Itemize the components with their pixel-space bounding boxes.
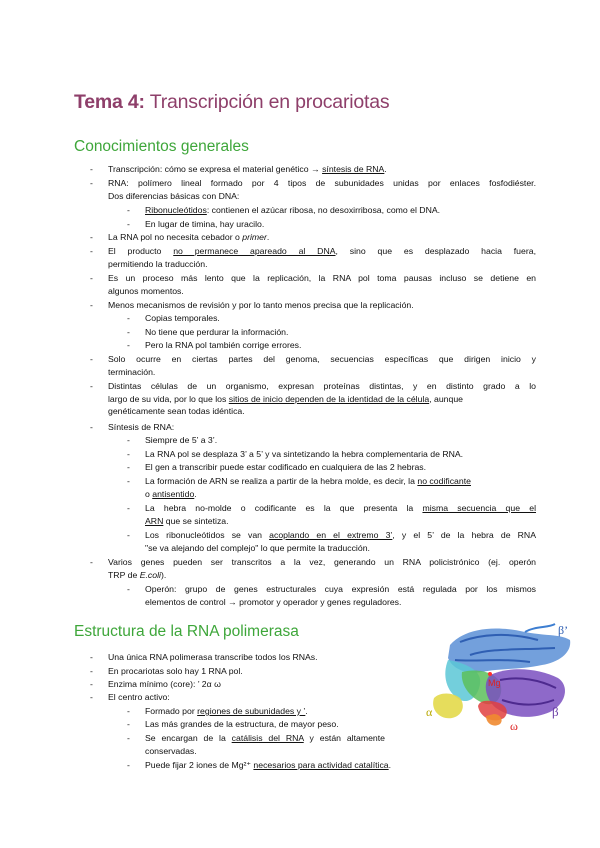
heading-general: Conocimientos generales [74,138,249,155]
mg-ion-marker [488,672,492,676]
label-beta-prime: β’ [558,623,569,637]
label-alpha: α [426,705,433,719]
heading-rna-polimerasa: Estructura de la RNA polimerasa [74,623,299,640]
title-bold: Tema 4: [74,91,145,113]
page-title [74,91,389,114]
label-omega: ω [510,719,518,733]
bullet: - [90,164,93,174]
alpha-subunit [433,694,463,719]
rna-polymerase-structure-image [420,620,580,745]
document-page: Tema 4: Transcripción en procariotas Conocimientos generales - Transcripción: cómo se expresa el material genético → síntesis de RNA. - RNA: polímero lineal formado por 4 tipos de subunidades unidas por enlaces fosfodiéster. Dos diferencias básicas con DNA: - Ribonucleótidos: contienen el azúcar ribosa, no desoxirribosa, como el DNA. - En lugar de timina, hay uracilo. - La RNA pol no necesita cebador o primer. - El producto no permanece apareado al DNA, sino que es desplazado hacia fuera, permitiendo la traducción. - Es un proceso más lento que la replicación, la RNA pol toma pausas incluso se detiene en algunos momentos. - Menos mecanismos de revisión y por lo tanto menos precisa que la replicación. - Copias temporales. - No tiene que perdurar la información. - Pero la RNA pol también corrige errores. - Solo ocurre en ciertas partes del genoma, secuencias específicas que dirigen inicio y terminación. - Distintas células de un organismo, expresan proteínas distintas, y en distinto grado a lo largo de su vida, por lo que los sitios de inicio dependen de la identidad de la célula, aunque genéticamente sean todas idéntica. - Síntesis de RNA: - Siempre de 5’ a 3’. - La RNA pol se desplaza 3’ a 5’ y va sintetizando la hebra complementaria de RNA. - El gen a transcribir puede estar codificado en cualquiera de las 2 hebras. - La formación de ARN se realiza a partir de la hebra molde, es decir, la no codificante o antisentido. - La hebra no-molde o codificante es la que presenta la misma secuencia que el ARN que se sintetiza. - Los ribonucleótidos se van acoplando en el extremo 3’, y el 5’ de la hebra de RNA "se va alejando del complejo" lo que permite la traducción. - Varios genes pueden ser transcritos a la vez, generando un RNA policistrónico (ej. operón TRP de E.coli). - Operón: grupo de genes estructurales cuya expresión está regulada por los mismos elementos de control → promotor y operador y genes reguladores. Estructura de la RNA polimerasa - Una única RNA polimerasa transcribe todos los RNAs. - En procariotas solo hay 1 RNA pol. - Enzima mínimo (core): ’ 2α ω - El centro activo: - Formado por regiones de subunidades y ’. - Las más grandes de la estructura, de mayor peso. - Se encargan de la catálisis del RNA y están altamente conservadas. - Puede fijar 2 iones de Mg²⁺ necesarios para actividad catalítica. β’ Mg α β ω [0,0,600,848]
label-mg: Mg [488,678,501,688]
title-rest: Transcripción en procariotas [144,91,390,113]
label-beta: β [552,704,559,719]
